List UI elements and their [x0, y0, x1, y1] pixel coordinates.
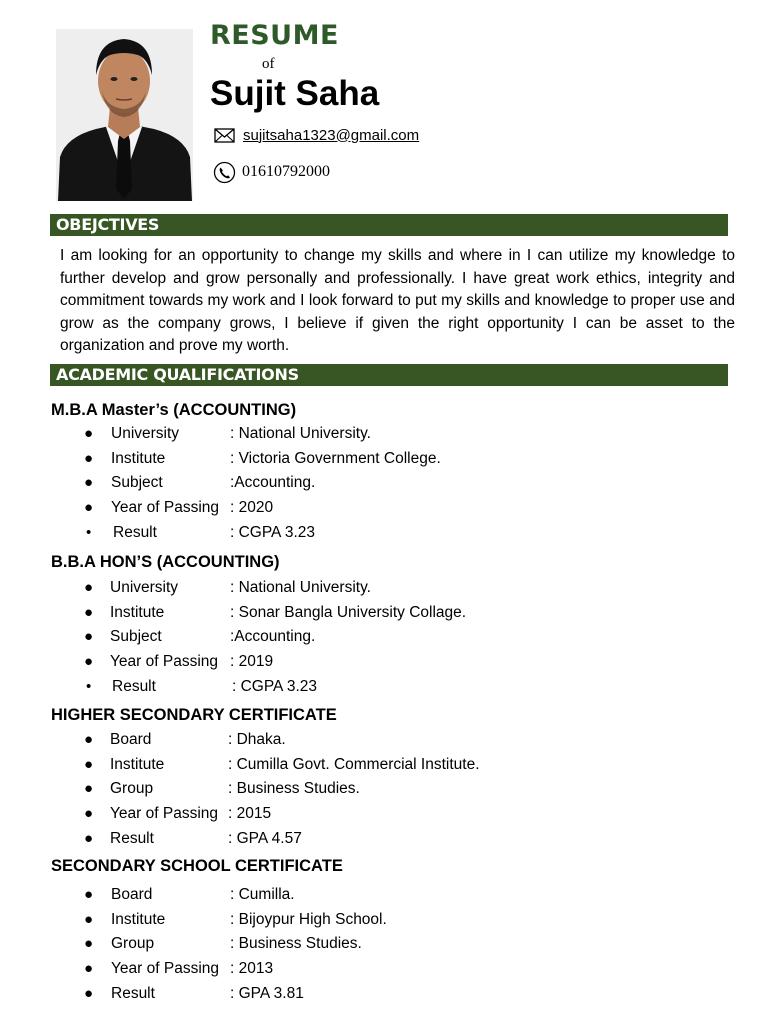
- candidate-name: Sujit Saha: [210, 74, 380, 113]
- bullet-icon: ●: [84, 653, 94, 671]
- item-label: Year of Passing: [111, 499, 220, 517]
- degree-title-hsc: HIGHER SECONDARY CERTIFICATE: [51, 706, 337, 724]
- bullet-icon: ●: [84, 910, 94, 928]
- envelope-icon: [213, 124, 237, 146]
- item-label: Result: [111, 984, 155, 1002]
- list-item: [0, 522, 768, 547]
- item-label: Board: [110, 731, 152, 748]
- list-item: [0, 909, 768, 934]
- list-item: [0, 754, 768, 779]
- bullet-icon: ●: [84, 499, 94, 517]
- item-value: : Cumilla Govt. Commercial Institute.: [228, 755, 480, 773]
- phone-row: [213, 161, 330, 183]
- objectives-heading: OBEJCTIVES: [50, 214, 728, 236]
- item-value: : GPA 3.81: [230, 984, 304, 1002]
- list-item: [0, 626, 768, 651]
- item-value: : Bijoypur High School.: [230, 910, 387, 928]
- profile-photo: [56, 29, 193, 201]
- bullet-icon: ●: [84, 935, 94, 953]
- email-row: [213, 124, 419, 146]
- list-item: [0, 602, 768, 627]
- item-value: : Sonar Bangla University Collage.: [230, 603, 467, 621]
- bullet-icon: ●: [84, 603, 94, 621]
- degree-title-ssc: SECONDARY SCHOOL CERTIFICATE: [51, 857, 343, 875]
- list-item: [0, 983, 768, 1008]
- degree-details-mba: [0, 423, 768, 546]
- list-item: [0, 778, 768, 803]
- item-label: Year of Passing: [110, 805, 219, 823]
- list-item: [0, 676, 768, 701]
- bullet-icon: •: [86, 523, 92, 541]
- bullet-icon: ●: [84, 805, 94, 823]
- item-label: Result: [113, 523, 157, 541]
- degree-title-mba: M.B.A Master’s (ACCOUNTING): [51, 401, 297, 419]
- resume-heading: RESUME: [210, 20, 339, 51]
- item-label: Group: [110, 780, 154, 798]
- item-value: :Accounting.: [230, 474, 316, 492]
- bullet-icon: ●: [84, 579, 94, 596]
- item-value: : National University.: [230, 425, 371, 442]
- item-value: : 2013: [230, 960, 274, 978]
- bullet-icon: ●: [84, 474, 94, 492]
- degree-title-bba: B.B.A HON’S (ACCOUNTING): [51, 553, 280, 571]
- item-label: University: [110, 579, 179, 596]
- item-label: Institute: [111, 449, 166, 467]
- item-label: University: [111, 425, 180, 442]
- bullet-icon: ●: [84, 425, 94, 442]
- email-link[interactable]: sujitsaha1323@gmail.com: [243, 126, 420, 144]
- item-value: : 2019: [230, 653, 274, 671]
- academic-heading: ACADEMIC QUALIFICATIONS: [50, 364, 728, 386]
- list-item: [0, 729, 768, 754]
- bullet-icon: ●: [84, 829, 94, 847]
- list-item: [0, 651, 768, 676]
- list-item: [0, 933, 768, 958]
- item-label: Result: [110, 829, 154, 847]
- list-item: [0, 423, 768, 448]
- list-item: [0, 472, 768, 497]
- phone-number: 01610792000: [242, 163, 330, 180]
- item-value: : 2020: [230, 499, 274, 517]
- item-value: : GPA 4.57: [228, 829, 302, 847]
- item-label: Result: [112, 677, 156, 695]
- bullet-icon: ●: [84, 628, 94, 646]
- bullet-icon: ●: [84, 984, 94, 1002]
- item-value: : Business Studies.: [230, 935, 362, 953]
- item-label: Subject: [110, 628, 162, 646]
- item-value: : Victoria Government College.: [230, 449, 441, 467]
- bullet-icon: •: [86, 677, 92, 695]
- item-value: : Cumilla.: [230, 886, 295, 903]
- list-item: [0, 577, 768, 602]
- list-item: [0, 828, 768, 853]
- item-label: Group: [111, 935, 155, 953]
- item-value: :Accounting.: [230, 628, 316, 646]
- item-value: : Dhaka.: [228, 731, 286, 748]
- bullet-icon: ●: [84, 886, 94, 903]
- item-label: Year of Passing: [111, 960, 220, 978]
- list-item: [0, 448, 768, 473]
- objectives-text: I am looking for an opportunity to change my skills and where in I can utilize my knowledge to further develop and grow personally and professionally. I have great work ethics, integrity and commitment towards my work and I look forward to put my skills and knowledge to proper use and grow as the company grows, I believe if given the right opportunity I can be asset to the organization and prove my worth.: [60, 247, 735, 355]
- item-value: : National University.: [230, 579, 371, 596]
- item-label: Board: [111, 886, 153, 903]
- portrait-image: [56, 29, 193, 201]
- degree-details-hsc: [0, 729, 768, 852]
- item-value: : CGPA 3.23: [232, 677, 318, 695]
- bullet-icon: ●: [84, 731, 94, 748]
- item-label: Subject: [111, 474, 163, 492]
- bullet-icon: ●: [84, 755, 94, 773]
- bullet-icon: ●: [84, 960, 94, 978]
- item-label: Institute: [110, 755, 165, 773]
- item-value: : 2015: [228, 805, 272, 823]
- bullet-icon: ●: [84, 449, 94, 467]
- item-label: Institute: [111, 910, 166, 928]
- item-value: : CGPA 3.23: [230, 523, 316, 541]
- list-item: [0, 497, 768, 522]
- phone-icon: [213, 161, 237, 183]
- of-label: of: [262, 56, 275, 72]
- bullet-icon: ●: [84, 780, 94, 798]
- list-item: [0, 884, 768, 909]
- list-item: [0, 803, 768, 828]
- item-label: Institute: [110, 603, 165, 621]
- item-value: : Business Studies.: [228, 780, 360, 798]
- degree-details-bba: [0, 577, 768, 700]
- list-item: [0, 958, 768, 983]
- item-label: Year of Passing: [110, 653, 219, 671]
- degree-details-ssc: [0, 884, 768, 1007]
